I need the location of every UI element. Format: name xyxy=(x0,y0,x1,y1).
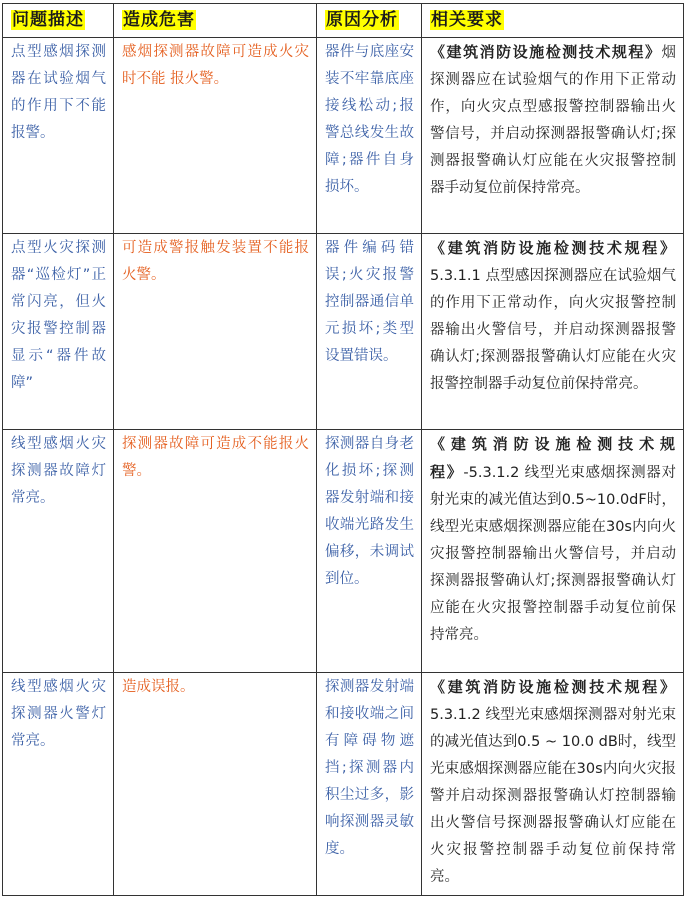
cause-cell: 探测器自身老化损坏;探测器发射端和接收端光路发生偏移，未调试到位。 xyxy=(317,430,422,673)
requirement-text: 烟探测器应在试验烟气的作用下正常动作，向火灾点型感报警控制器输出火警信号，并启动探测器报警确认灯;探测器报警确认灯应能在火灾报警控制器手动复位前保持常亮。 xyxy=(430,45,676,196)
cause-cell: 器件编码错误;火灾报警控制器通信单元损坏;类型设置错误。 xyxy=(317,234,422,430)
problem-cell: 点型感烟探测器在试验烟气的作用下不能报警。 xyxy=(3,38,114,234)
requirement-cell xyxy=(422,673,684,896)
harm-cell: 感烟探测器故障可造成火灾时不能 报火警。 xyxy=(114,38,317,234)
header-problem xyxy=(3,4,114,38)
requirement-cell xyxy=(422,430,684,673)
header-cause xyxy=(317,4,422,38)
cause-cell: 探测器发射端和接收端之间有障碍物遮挡;探测器内积尘过多，影响探测器灵敏度。 xyxy=(317,673,422,896)
standard-title: 《建筑消防设施检测技术规程》 xyxy=(430,239,676,257)
requirement-cell xyxy=(422,38,684,234)
standard-title: 《建筑消防设施检测技术规程》 xyxy=(430,43,662,61)
header-harm-label: 造成危害 xyxy=(123,10,195,30)
cause-cell: 器件与底座安装不牢靠底座接线松动;报警总线发生故障;器件自身损坏。 xyxy=(317,38,422,234)
header-problem-label: 问题描述 xyxy=(12,10,84,30)
harm-cell: 探测器故障可造成不能报火警。 xyxy=(114,430,317,673)
table-row xyxy=(3,673,684,896)
header-requirement xyxy=(422,4,684,38)
harm-cell: 造成误报。 xyxy=(114,673,317,896)
requirement-text: 5.3.1.2 线型光束感烟探测器对射光束的减光值达到0.5 ~ 10.0 dB时，线型光束感烟探测器应能在30s内向火灾报警并启动探测器报警确认灯控制器输出火警信号探测器报警确认灯应能在火灾报警控制器手动复位前保持常亮。 xyxy=(430,707,676,885)
requirement-cell xyxy=(422,234,684,430)
fire-detector-fault-table xyxy=(2,3,684,896)
problem-cell: 线型感烟火灾探测器故障灯常亮。 xyxy=(3,430,114,673)
problem-cell: 点型火灾探测器“巡检灯”正常闪亮，但火灾报警控制器显示“器件故障” xyxy=(3,234,114,430)
header-row xyxy=(3,4,684,38)
requirement-text: 5.3.1.1 点型感因探测器应在试验烟气的作用下正常动作，向火灾报警控制器输出火警信号，并启动探测器报警确认灯;探测器报警确认灯应能在火灾报警控制器手动复位前保持常亮。 xyxy=(430,241,685,392)
header-requirement-label: 相关要求 xyxy=(431,10,503,30)
standard-title: 《建筑消防设施检测技术规程》 xyxy=(430,678,676,696)
requirement-text: -5.3.1.2 线型光束感烟探测器对射光束的减光值达到0.5~10.0dF时，线型光束感烟探测器应能在30s内向火灾报警控制器输出火警信号，并启动探测器报警确认灯;探测器报警确认灯应能在火灾报警控制器手动复位前保持常亮。 xyxy=(430,465,676,643)
harm-cell: 可造成警报触发装置不能报火警。 xyxy=(114,234,317,430)
header-harm xyxy=(114,4,317,38)
table-row xyxy=(3,38,684,234)
problem-cell: 线型感烟火灾探测器火警灯常亮。 xyxy=(3,673,114,896)
header-cause-label: 原因分析 xyxy=(326,10,398,30)
table-row xyxy=(3,430,684,673)
standard-title: 《建筑消防设施检测技术规程》 xyxy=(430,435,676,481)
table-row xyxy=(3,234,684,430)
